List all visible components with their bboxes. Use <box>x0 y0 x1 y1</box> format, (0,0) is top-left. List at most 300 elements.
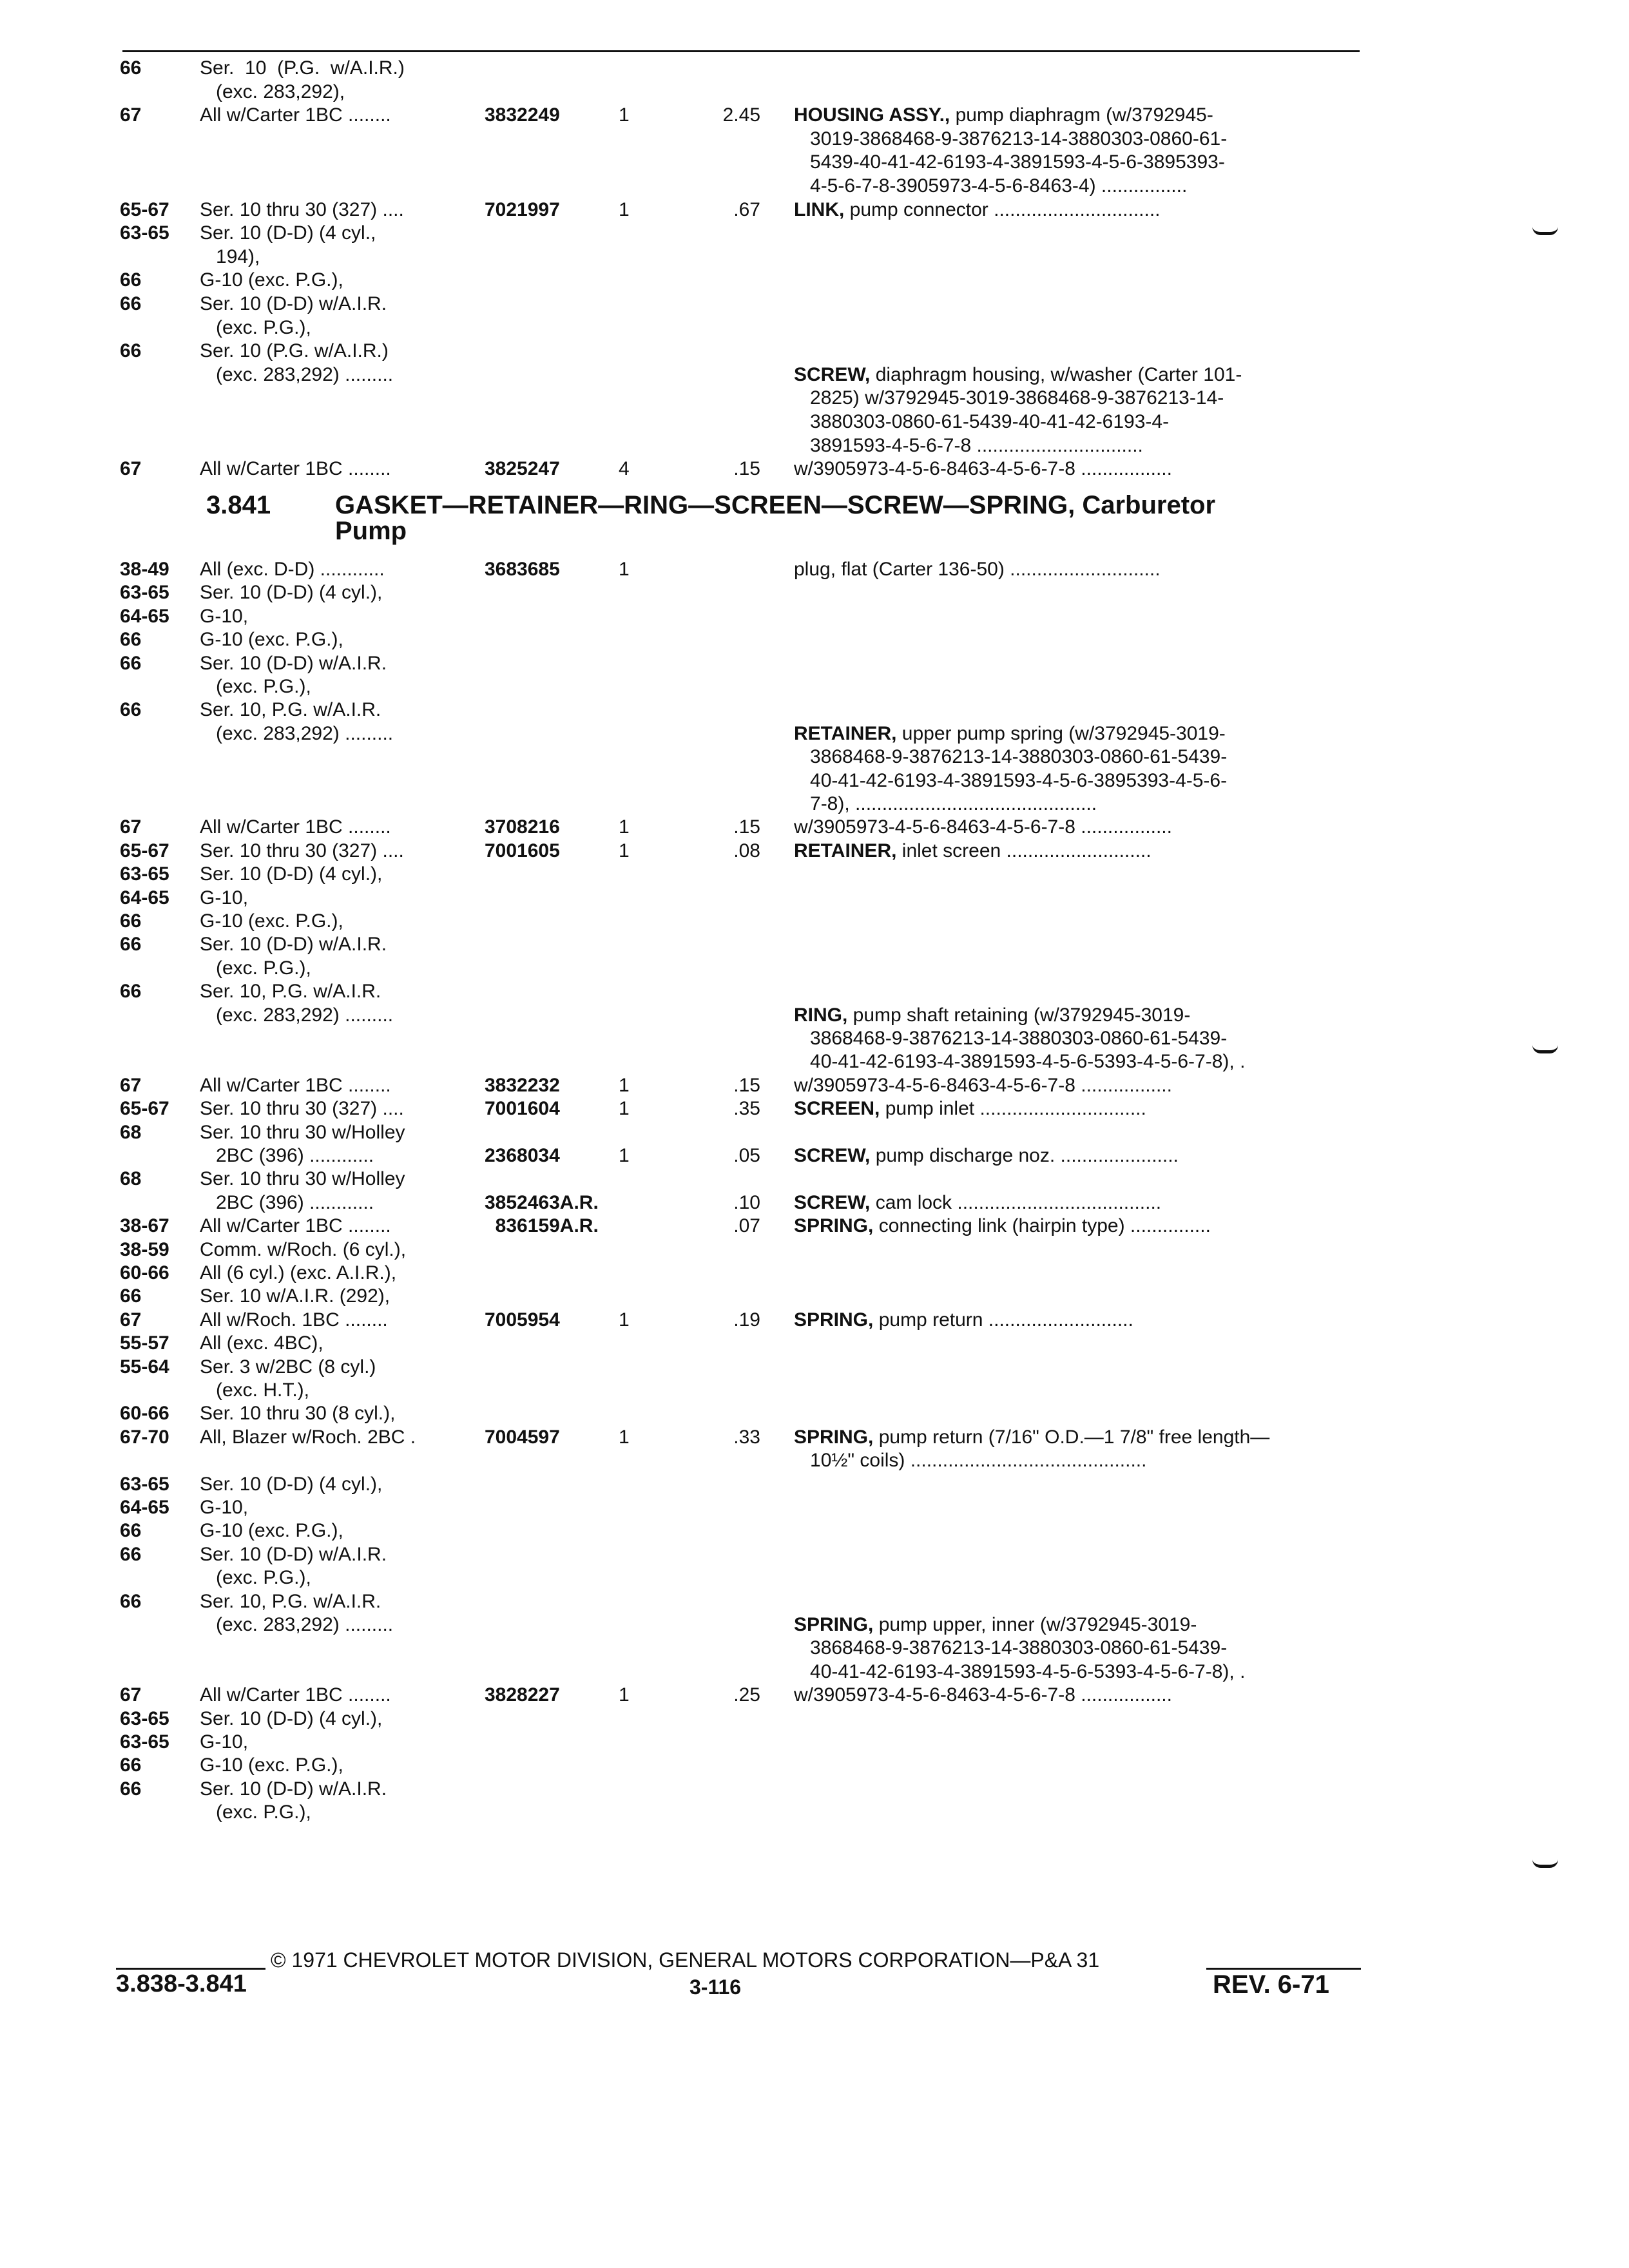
description-cell <box>794 363 1242 387</box>
application-cell: (exc. P.G.), <box>200 1802 311 1823</box>
table-row <box>0 387 1629 410</box>
description-cell <box>794 198 1161 222</box>
year-cell: 67 <box>120 104 142 126</box>
description-text: w/3905973-4-5-6-8463-4-5-6-7-8 ................. <box>794 1074 1172 1096</box>
part-number-cell: 7005954 <box>485 1309 560 1331</box>
application-cell: Ser. 3 w/2BC (8 cyl.) <box>200 1356 376 1378</box>
application-cell: G-10 (exc. P.G.), <box>200 269 343 291</box>
table-row <box>0 293 1629 316</box>
table-row <box>0 1426 1629 1449</box>
table-row <box>0 816 1629 839</box>
year-cell: 63-65 <box>120 582 169 604</box>
year-cell: 65-67 <box>120 198 169 220</box>
description-cell <box>794 1426 1269 1449</box>
application-cell: G-10 (exc. P.G.), <box>200 910 343 932</box>
table-row <box>0 1543 1629 1566</box>
price-cell: .15 <box>733 1074 760 1096</box>
description-cell <box>794 558 1161 581</box>
table-row <box>0 1731 1629 1754</box>
table-row <box>0 1754 1629 1777</box>
application-cell: G-10 (exc. P.G.), <box>200 1520 343 1542</box>
application-cell: Ser. 10 (D-D) (4 cyl.), <box>200 1707 383 1729</box>
year-cell: 64-65 <box>120 887 169 908</box>
application-cell: All w/Carter 1BC ........ <box>200 104 391 126</box>
description-text: w/3905973-4-5-6-8463-4-5-6-7-8 ................. <box>794 816 1172 838</box>
table-row <box>0 1519 1629 1542</box>
year-cell: 63-65 <box>120 222 169 244</box>
table-row <box>0 1496 1629 1519</box>
part-name: RETAINER, <box>794 722 897 744</box>
description-text: pump connector ............................... <box>844 198 1161 220</box>
description-text: 40-41-42-6193-4-3891593-4-5-6-5393-4-5-6-7-8), . <box>794 1660 1246 1682</box>
part-name: SCREW, <box>794 363 871 385</box>
year-cell: 66 <box>120 340 142 362</box>
table-row <box>0 1050 1629 1073</box>
application-cell: Ser. 10 (D-D) w/A.I.R. <box>200 652 387 674</box>
application-cell: All (6 cyl.) (exc. A.I.R.), <box>200 1262 397 1283</box>
year-cell: 60-66 <box>120 1262 169 1283</box>
year-cell: 66 <box>120 699 142 721</box>
application-cell: Ser. 10 thru 30 w/Holley <box>200 1121 405 1143</box>
year-cell: 66 <box>120 652 142 674</box>
table-row <box>0 558 1629 581</box>
application-cell: Ser. 10 w/A.I.R. (292), <box>200 1285 390 1307</box>
year-cell: 63-65 <box>120 1731 169 1753</box>
part-number-cell: 7021997 <box>485 198 560 220</box>
application-cell: G-10 (exc. P.G.), <box>200 1754 343 1776</box>
quantity-cell: 1 <box>619 198 630 220</box>
description-text: 2825) w/3792945-3019-3868468-9-3876213-14- <box>794 387 1224 409</box>
table-row <box>0 957 1629 980</box>
section-title-continued: Pump <box>335 517 407 545</box>
part-number-cell: 3832249 <box>485 104 560 126</box>
description-text: diaphragm housing, w/washer (Carter 101- <box>870 363 1242 385</box>
year-cell: 38-49 <box>120 559 169 580</box>
description-text: pump inlet ............................... <box>880 1098 1146 1120</box>
application-cell: Ser. 10 (D-D) (4 cyl., <box>200 222 376 244</box>
footer-rule-left <box>116 1968 265 1970</box>
part-number-cell: 3825247 <box>485 458 560 480</box>
description-cell <box>794 128 1227 151</box>
table-row <box>0 1707 1629 1731</box>
table-row <box>0 1402 1629 1425</box>
quantity-cell: 1 <box>619 1684 630 1706</box>
description-cell <box>794 793 1097 816</box>
year-cell: 66 <box>120 981 142 1003</box>
description-text: 4-5-6-7-8-3905973-4-5-6-8463-4) ................ <box>794 175 1188 197</box>
application-cell: All w/Carter 1BC ........ <box>200 1074 391 1096</box>
description-text: connecting link (hairpin type) ............... <box>873 1215 1211 1237</box>
description-cell <box>794 745 1227 769</box>
year-cell: 67 <box>120 1074 142 1096</box>
table-row <box>0 1168 1629 1191</box>
price-cell: .67 <box>733 198 760 220</box>
part-number-cell: 3832232 <box>485 1074 560 1096</box>
table-row <box>0 1121 1629 1144</box>
description-text: upper pump spring (w/3792945-3019- <box>896 722 1226 744</box>
description-text: 5439-40-41-42-6193-4-3891593-4-5-6-3895393- <box>794 151 1225 173</box>
application-cell: (exc. 283,292) ......... <box>200 1614 394 1635</box>
price-cell: 2.45 <box>722 104 760 126</box>
description-cell <box>794 722 1226 745</box>
table-row <box>0 434 1629 457</box>
year-cell: 66 <box>120 910 142 932</box>
year-cell: 66 <box>120 1778 142 1800</box>
application-cell: G-10, <box>200 605 249 627</box>
price-cell: .19 <box>733 1309 760 1331</box>
application-cell: Ser. 10 (D-D) (4 cyl.), <box>200 863 383 885</box>
description-cell <box>794 434 1143 457</box>
description-cell <box>794 387 1224 410</box>
application-cell: (exc. P.G.), <box>200 1567 311 1589</box>
table-row <box>0 1660 1629 1684</box>
table-row <box>0 722 1629 745</box>
description-cell <box>794 1074 1172 1097</box>
quantity-cell: 1 <box>619 840 630 861</box>
description-cell <box>794 457 1172 481</box>
table-row <box>0 1027 1629 1050</box>
year-cell: 66 <box>120 1285 142 1307</box>
part-name: RING, <box>794 1004 848 1026</box>
part-number-cell: 3708216 <box>485 816 560 838</box>
description-cell <box>794 1215 1211 1238</box>
quantity-cell: 1 <box>619 1426 630 1448</box>
part-name: SPRING, <box>794 1614 874 1635</box>
price-cell: .25 <box>733 1684 760 1706</box>
description-cell <box>794 410 1169 434</box>
year-cell: 65-67 <box>120 1098 169 1120</box>
application-cell: 2BC (396) ............ <box>200 1145 374 1166</box>
part-name: SPRING, <box>794 1309 874 1331</box>
application-cell: (exc. P.G.), <box>200 957 311 979</box>
table-row <box>0 1613 1629 1637</box>
part-number-cell: 836159A.R. <box>485 1215 599 1237</box>
table-row <box>0 745 1629 769</box>
price-cell: .07 <box>733 1215 760 1237</box>
description-text: 40-41-42-6193-4-3891593-4-5-6-3895393-4-5-6- <box>794 769 1228 791</box>
application-cell: 194), <box>200 245 260 267</box>
year-cell: 63-65 <box>120 1707 169 1729</box>
application-cell: Ser. 10 thru 30 (327) .... <box>200 198 404 220</box>
table-row <box>0 605 1629 628</box>
table-row <box>0 910 1629 933</box>
table-row <box>0 410 1629 434</box>
price-cell: .35 <box>733 1098 760 1120</box>
year-cell: 38-59 <box>120 1238 169 1260</box>
year-cell: 67-70 <box>120 1426 169 1448</box>
application-cell: (exc. 283,292) ......... <box>200 363 394 385</box>
application-cell: (exc. H.T.), <box>200 1379 310 1401</box>
year-cell: 67 <box>120 458 142 480</box>
description-cell <box>794 816 1172 839</box>
table-row <box>0 1004 1629 1027</box>
description-cell <box>794 1191 1161 1215</box>
year-cell: 66 <box>120 1754 142 1776</box>
part-number-cell: 3852463A.R. <box>485 1191 599 1213</box>
quantity-cell: 1 <box>619 559 630 580</box>
price-cell: .15 <box>733 816 760 838</box>
description-text: pump diaphragm (w/3792945- <box>950 104 1213 126</box>
section-number: 3.841 <box>206 491 271 519</box>
price-cell: .08 <box>733 840 760 861</box>
description-cell <box>794 1684 1172 1707</box>
application-cell: Ser. 10 (D-D) w/A.I.R. <box>200 293 387 314</box>
part-number-cell: 3683685 <box>485 559 560 580</box>
table-row <box>0 128 1629 151</box>
description-text: w/3905973-4-5-6-8463-4-5-6-7-8 ................. <box>794 458 1172 480</box>
section-title: GASKET—RETAINER—RING—SCREEN—SCREW—SPRING, Carburetor <box>335 491 1216 519</box>
table-row <box>0 1191 1629 1215</box>
year-cell: 66 <box>120 57 142 79</box>
application-cell: Ser. 10 (D-D) (4 cyl.), <box>200 1473 383 1495</box>
table-row <box>0 1309 1629 1332</box>
application-cell: All w/Carter 1BC ........ <box>200 1684 391 1706</box>
application-cell: Ser. 10, P.G. w/A.I.R. <box>200 1590 381 1612</box>
table-row <box>0 1637 1629 1660</box>
year-cell: 65-67 <box>120 840 169 861</box>
part-number-cell: 7001604 <box>485 1098 560 1120</box>
application-cell: All (exc. 4BC), <box>200 1332 323 1354</box>
application-cell: Ser. 10 (P.G. w/A.I.R.) <box>200 340 389 362</box>
description-text: plug, flat (Carter 136-50) ............................ <box>794 559 1161 580</box>
description-cell <box>794 1637 1227 1660</box>
quantity-cell: 1 <box>619 1309 630 1331</box>
table-row <box>0 863 1629 886</box>
year-cell: 67 <box>120 816 142 838</box>
year-cell: 64-65 <box>120 1497 169 1518</box>
description-text: 3891593-4-5-6-7-8 ............................... <box>794 434 1143 456</box>
description-cell <box>794 1449 1146 1472</box>
description-text: 10½" coils) ............................................ <box>794 1450 1147 1472</box>
table-row <box>0 769 1629 793</box>
year-cell: 67 <box>120 1684 142 1706</box>
table-row <box>0 198 1629 222</box>
footer-rule-right <box>1206 1968 1361 1970</box>
application-cell: (exc. 283,292) ......... <box>200 722 394 744</box>
application-cell: Ser. 10 thru 30 (327) .... <box>200 840 404 861</box>
application-cell: G-10, <box>200 1731 249 1753</box>
application-cell: Comm. w/Roch. (6 cyl.), <box>200 1238 407 1260</box>
year-cell: 63-65 <box>120 1473 169 1495</box>
application-cell: Ser. 10 (D-D) w/A.I.R. <box>200 934 387 956</box>
part-name: SCREW, <box>794 1145 871 1166</box>
footer-revision: REV. 6-71 <box>1213 1970 1329 1999</box>
table-row <box>0 1097 1629 1120</box>
table-row <box>0 652 1629 675</box>
year-cell: 66 <box>120 293 142 314</box>
description-cell <box>794 769 1227 793</box>
table-row <box>0 1215 1629 1238</box>
application-cell: Ser. 10 (D-D) w/A.I.R. <box>200 1778 387 1800</box>
table-row <box>0 933 1629 956</box>
year-cell: 68 <box>120 1121 142 1143</box>
application-cell: G-10 (exc. P.G.), <box>200 629 343 651</box>
application-cell: Ser. 10 thru 30 (327) .... <box>200 1098 404 1120</box>
description-text: w/3905973-4-5-6-8463-4-5-6-7-8 ................. <box>794 1684 1172 1706</box>
description-cell <box>794 1050 1245 1073</box>
table-row <box>0 698 1629 722</box>
top-rule <box>122 50 1360 52</box>
description-cell <box>794 1004 1190 1027</box>
quantity-cell: 1 <box>619 1074 630 1096</box>
table-row <box>0 1778 1629 1801</box>
table-row <box>0 675 1629 698</box>
description-text: pump return ........................... <box>873 1309 1133 1331</box>
application-cell: Ser. 10, P.G. w/A.I.R. <box>200 699 381 721</box>
year-cell: 55-57 <box>120 1332 169 1354</box>
table-row <box>0 1684 1629 1707</box>
table-row <box>0 1332 1629 1355</box>
table-row <box>0 1262 1629 1285</box>
year-cell: 60-66 <box>120 1403 169 1425</box>
application-cell: G-10, <box>200 1497 249 1518</box>
application-cell: (exc. P.G.), <box>200 316 311 338</box>
description-cell <box>794 1027 1227 1050</box>
table-row <box>0 81 1629 104</box>
year-cell: 66 <box>120 1543 142 1565</box>
table-row <box>0 245 1629 269</box>
application-cell: Ser. 10 (D-D) (4 cyl.), <box>200 582 383 604</box>
table-row <box>0 628 1629 651</box>
footer-section-range: 3.838-3.841 <box>116 1970 247 1997</box>
part-name: RETAINER, <box>794 840 897 861</box>
part-number-cell: 3828227 <box>485 1684 560 1706</box>
table-row <box>0 1449 1629 1472</box>
description-text: pump shaft retaining (w/3792945-3019- <box>847 1004 1191 1026</box>
description-cell <box>794 1144 1179 1168</box>
part-name: SCREW, <box>794 1191 871 1213</box>
description-cell <box>794 1660 1245 1684</box>
table-row <box>0 1379 1629 1402</box>
description-text: pump upper, inner (w/3792945-3019- <box>873 1614 1197 1635</box>
quantity-cell: 1 <box>619 1098 630 1120</box>
part-name: LINK, <box>794 198 845 220</box>
application-cell: All (exc. D-D) ............ <box>200 559 385 580</box>
table-row <box>0 1144 1629 1168</box>
description-text: 3880303-0860-61-5439-40-41-42-6193-4- <box>794 411 1170 432</box>
description-text: 3868468-9-3876213-14-3880303-0860-61-5439- <box>794 1028 1228 1049</box>
table-row <box>0 222 1629 245</box>
footer-copyright: © 1971 CHEVROLET MOTOR DIVISION, GENERAL MOTORS CORPORATION—P&A 31 <box>271 1948 1100 1972</box>
table-row <box>0 1566 1629 1590</box>
application-cell: Ser. 10, P.G. w/A.I.R. <box>200 981 381 1003</box>
table-row <box>0 340 1629 363</box>
table-row <box>0 581 1629 604</box>
quantity-cell: 1 <box>619 816 630 838</box>
table-row <box>0 269 1629 292</box>
description-text: 3019-3868468-9-3876213-14-3880303-0860-61- <box>794 128 1228 149</box>
description-cell <box>794 1613 1197 1637</box>
table-row <box>0 175 1629 198</box>
year-cell: 66 <box>120 1520 142 1542</box>
year-cell: 64-65 <box>120 605 169 627</box>
price-cell: .33 <box>733 1426 760 1448</box>
description-text: pump discharge noz. ...................... <box>870 1145 1179 1166</box>
description-cell <box>794 1097 1146 1120</box>
description-text: 40-41-42-6193-4-3891593-4-5-6-5393-4-5-6-7-8), . <box>794 1051 1246 1073</box>
table-row <box>0 457 1629 481</box>
price-cell: .10 <box>733 1191 760 1213</box>
year-cell: 66 <box>120 934 142 956</box>
description-text: inlet screen ........................... <box>896 840 1152 861</box>
part-number-cell: 2368034 <box>485 1145 560 1166</box>
description-cell <box>794 175 1187 198</box>
application-cell: (exc. P.G.), <box>200 676 311 697</box>
quantity-cell: 4 <box>619 458 630 480</box>
table-row <box>0 793 1629 816</box>
price-cell: .15 <box>733 458 760 480</box>
part-name: SCREEN, <box>794 1098 880 1120</box>
year-cell: 38-67 <box>120 1215 169 1237</box>
description-text: 3868468-9-3876213-14-3880303-0860-61-5439- <box>794 1637 1228 1659</box>
footer-page-number: 3-116 <box>689 1975 742 1999</box>
part-number-cell: 7001605 <box>485 840 560 861</box>
table-row <box>0 1238 1629 1262</box>
application-cell: G-10, <box>200 887 249 908</box>
part-name: SPRING, <box>794 1426 874 1448</box>
table-row <box>0 151 1629 174</box>
application-cell: All w/Carter 1BC ........ <box>200 1215 391 1237</box>
year-cell: 66 <box>120 1590 142 1612</box>
description-cell <box>794 1309 1133 1332</box>
description-cell <box>794 104 1213 127</box>
margin-mark <box>1532 1860 1558 1868</box>
part-number-cell: 7004597 <box>485 1426 560 1448</box>
description-cell <box>794 840 1152 863</box>
description-text: 7-8), ............................................. <box>794 793 1097 814</box>
year-cell: 63-65 <box>120 863 169 885</box>
quantity-cell: 1 <box>619 1145 630 1166</box>
application-cell: (exc. 283,292) ......... <box>200 1004 394 1026</box>
year-cell: 55-64 <box>120 1356 169 1378</box>
application-cell: (exc. 283,292), <box>200 81 345 102</box>
table-row <box>0 980 1629 1003</box>
table-row <box>0 57 1629 80</box>
description-text: cam lock ...................................... <box>870 1191 1162 1213</box>
application-cell: All, Blazer w/Roch. 2BC . <box>200 1426 416 1448</box>
table-row <box>0 887 1629 910</box>
description-cell <box>794 151 1225 174</box>
table-row <box>0 104 1629 127</box>
part-name: SPRING, <box>794 1215 874 1237</box>
application-cell: All w/Carter 1BC ........ <box>200 816 391 838</box>
table-row <box>0 1473 1629 1496</box>
description-text: 3868468-9-3876213-14-3880303-0860-61-5439- <box>794 746 1228 768</box>
application-cell: 2BC (396) ............ <box>200 1191 374 1213</box>
application-cell: Ser. 10 (P.G. w/A.I.R.) <box>200 57 405 79</box>
table-row <box>0 316 1629 340</box>
part-name: HOUSING ASSY., <box>794 104 950 126</box>
year-cell: 66 <box>120 629 142 651</box>
table-row <box>0 363 1629 387</box>
table-row <box>0 1285 1629 1308</box>
application-cell: All w/Carter 1BC ........ <box>200 458 391 480</box>
table-row <box>0 1801 1629 1824</box>
year-cell: 67 <box>120 1309 142 1331</box>
price-cell: .05 <box>733 1145 760 1166</box>
application-cell: Ser. 10 thru 30 w/Holley <box>200 1168 405 1190</box>
table-row <box>0 1590 1629 1613</box>
application-cell: Ser. 10 (D-D) w/A.I.R. <box>200 1543 387 1565</box>
year-cell: 66 <box>120 269 142 291</box>
table-row <box>0 1356 1629 1379</box>
application-cell: All w/Roch. 1BC ........ <box>200 1309 388 1331</box>
description-text: pump return (7/16" O.D.—1 7/8" free length— <box>873 1426 1270 1448</box>
year-cell: 68 <box>120 1168 142 1190</box>
quantity-cell: 1 <box>619 104 630 126</box>
table-row <box>0 840 1629 863</box>
table-row <box>0 1074 1629 1097</box>
